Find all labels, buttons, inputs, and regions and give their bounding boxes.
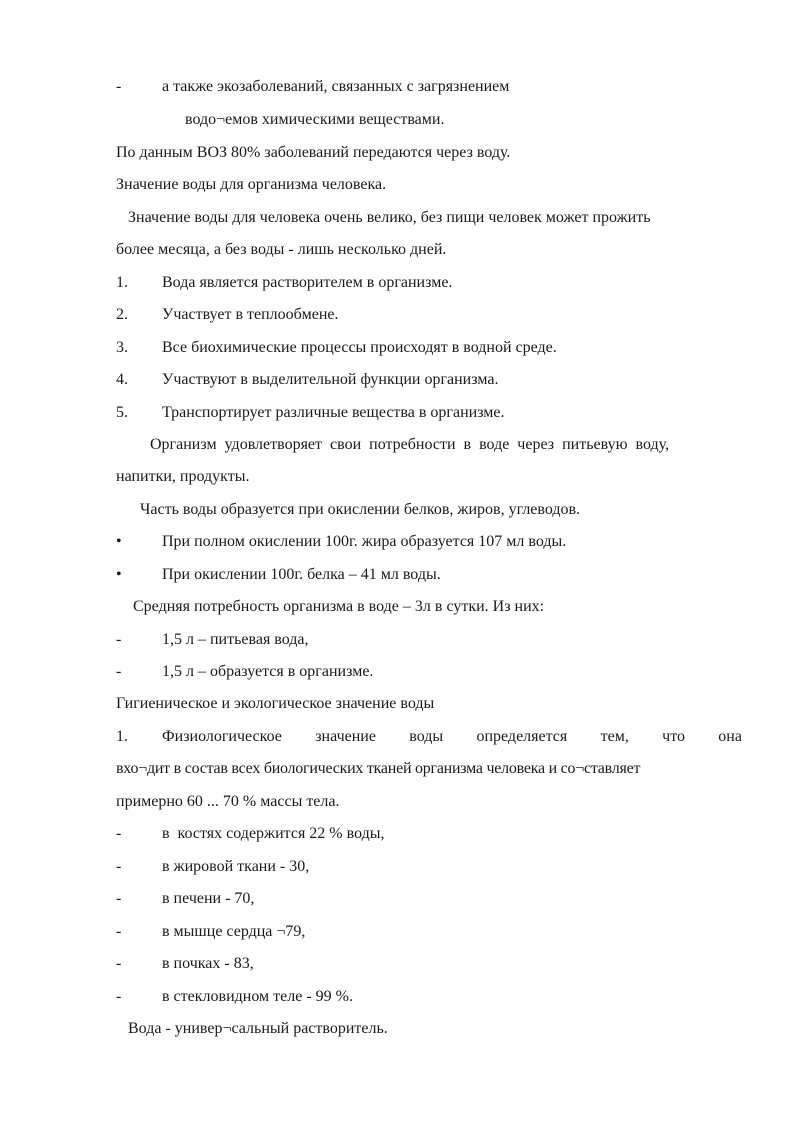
word: Физиологическое [162, 728, 282, 745]
paragraph-line: напитки, продукты. [116, 468, 250, 485]
word: она [718, 728, 742, 745]
list-number: 4. [116, 371, 128, 388]
list-marker: - [116, 955, 122, 972]
list-item: в стекловидном теле - 99 %. [162, 988, 353, 1005]
list-item: в почках - 83, [162, 955, 254, 972]
list-item: Участвуют в выделительной функции организма. [162, 371, 499, 388]
list-item: Участвует в теплообмене. [162, 306, 339, 323]
list-marker: - [116, 78, 122, 95]
paragraph-line: Часть воды образуется при окислении белков, жиров, углеводов. [140, 501, 581, 518]
list-marker: - [116, 825, 122, 842]
bullet-marker: • [116, 533, 122, 550]
list-item: в мышце сердца ¬79, [162, 923, 306, 940]
list-item: Все биохимические процессы происходят в водной среде. [162, 339, 557, 356]
list-marker: - [116, 858, 122, 875]
list-number: 5. [116, 404, 128, 421]
section-heading: Значение воды для организма человека. [116, 176, 387, 193]
word: тем, [600, 728, 629, 745]
paragraph-line: Средняя потребность организма в воде – 3л в сутки. Из них: [133, 598, 545, 615]
bullet-marker: • [116, 566, 122, 583]
list-marker: - [116, 663, 122, 680]
text-line: а также экозаболеваний, связанных с загрязнением [162, 78, 510, 95]
list-item: в печени - 70, [162, 890, 255, 907]
list-number: 1. [116, 274, 128, 291]
list-item: При полном окислении 100г. жира образуется 107 мл воды. [162, 533, 567, 550]
text-line: По данным ВОЗ 80% заболеваний передаются через воду. [116, 144, 511, 161]
list-marker: - [116, 631, 122, 648]
section-heading: Гигиеническое и экологическое значение воды [116, 695, 435, 712]
text-line: водо¬емов химическими веществами. [185, 111, 445, 128]
list-item: Вода является растворителем в организме. [162, 274, 453, 291]
list-number: 1. [116, 728, 128, 745]
justified-line [162, 727, 742, 747]
list-item: в жировой ткани - 30, [162, 858, 310, 875]
list-item: в костях содержится 22 % воды, [162, 825, 385, 842]
list-item: 1,5 л – образуется в организме. [162, 663, 374, 680]
paragraph-line: Вода - универ¬сальный растворитель. [128, 1020, 388, 1037]
list-marker: - [116, 890, 122, 907]
list-number: 2. [116, 306, 128, 323]
list-number: 3. [116, 339, 128, 356]
paragraph-line: вхо¬дит в состав всех биологических тканей организма человека и со¬ставляет [116, 760, 641, 777]
word: что [662, 728, 685, 745]
word: определяется [476, 728, 568, 745]
paragraph-line: Значение воды для человека очень велико, без пищи человек может прожить [128, 209, 651, 226]
list-marker: - [116, 988, 122, 1005]
list-item: 1,5 л – питьевая вода, [162, 631, 309, 648]
list-item: Транспортирует различные вещества в организме. [162, 404, 505, 421]
list-item: При окислении 100г. белка – 41 мл воды. [162, 566, 441, 583]
list-marker: - [116, 923, 122, 940]
word: значение [315, 728, 376, 745]
paragraph-line: более месяца, а без воды - лишь несколько дней. [116, 241, 447, 258]
word: воды [409, 728, 444, 745]
paragraph-line: примерно 60 ... 70 % массы тела. [116, 793, 340, 810]
paragraph-line: Организм удовлетворяет свои потребности в воде через питьевую воду, [150, 436, 670, 453]
